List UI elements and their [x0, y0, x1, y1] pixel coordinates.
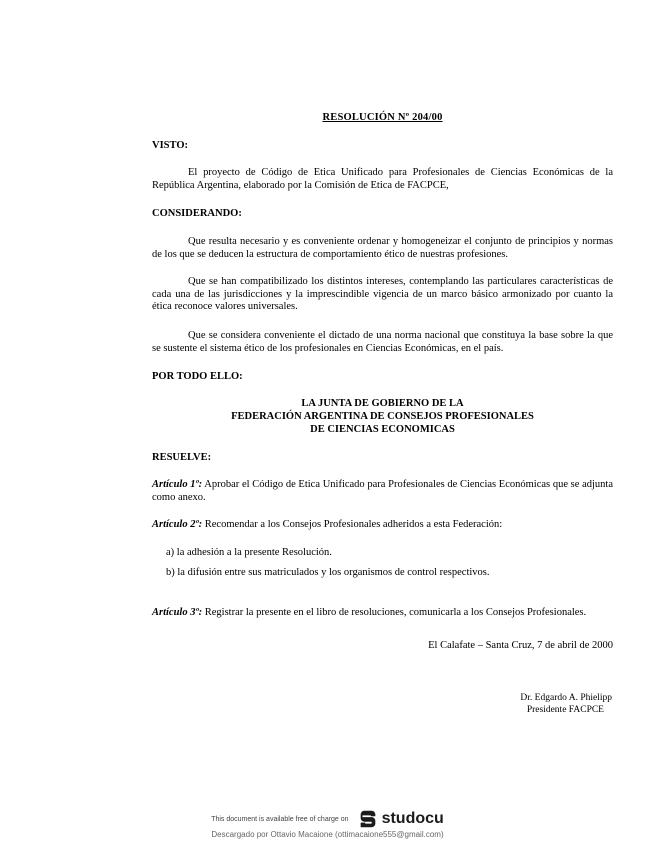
- resolution-title: RESOLUCIÓN Nº 204/00: [322, 112, 443, 123]
- item-a: a) la adhesión a la presente Resolución.: [166, 547, 332, 558]
- resuelve-heading: RESUELVE:: [152, 452, 212, 463]
- junta-line-1: LA JUNTA DE GOBIERNO DE LA: [301, 398, 464, 409]
- studocu-logo[interactable]: [357, 808, 444, 830]
- download-credit: Descargado por Ottavio Macaione (ottimacaione555@gmail.com): [211, 830, 444, 839]
- place-date: El Calafate – Santa Cruz, 7 de abril de 2000: [428, 640, 613, 651]
- por-todo-ello-heading: POR TODO ELLO:: [152, 371, 243, 382]
- studocu-footer: [0, 808, 655, 830]
- signature-role: Presidente FACPCE: [526, 705, 604, 715]
- junta-line-2: FEDERACIÓN ARGENTINA DE CONSEJOS PROFESIONALES: [231, 411, 534, 422]
- considerando-paragraph-3: Que se considera conveniente el dictado de una norma nacional que constituya la base sobre la que se sustente el sistema ético de los profesionales en Ciencias Económicas, en el país.: [152, 330, 613, 354]
- junta-block: [152, 397, 613, 436]
- studocu-brand-text: studocu: [381, 810, 444, 827]
- considerando-heading: CONSIDERANDO:: [152, 208, 242, 219]
- considerando-paragraph-1: Que resulta necesario y es conveniente ordenar y homogeneizar el conjunto de principios y normas de los que se deducen la estructura de comportamiento ético de nuestras profesiones.: [152, 236, 613, 260]
- item-b: b) la difusión entre sus matriculados y los organismos de control respectivos.: [166, 567, 490, 578]
- articulo-1-text: Aprobar el Código de Etica Unificado para Profesionales de Ciencias Económicas que se adjunta como anexo.: [152, 479, 613, 503]
- articulo-1: [152, 479, 613, 504]
- articulo-3: [152, 607, 613, 620]
- articulo-3-label: Artículo 3º:: [152, 607, 203, 618]
- studocu-logo-icon: [357, 808, 379, 830]
- considerando-paragraph-2: Que se han compatibilizado los distintos intereses, contemplando las particulares características de cada una de las jurisdicciones y la imprescindible vigencia de un marco básico armonizado por cuanto la ética reconoce valores universales.: [152, 276, 613, 312]
- junta-line-3: DE CIENCIAS ECONOMICAS: [310, 424, 455, 435]
- articulo-1-label: Artículo 1º:: [152, 479, 203, 490]
- articulo-2-label: Artículo 2º:: [152, 519, 203, 530]
- visto-heading: VISTO:: [152, 140, 188, 151]
- articulo-3-text: Registrar la presente en el libro de resoluciones, comunicarla a los Consejos Profesionales.: [202, 607, 587, 618]
- articulo-2-text: Recomendar a los Consejos Profesionales adheridos a esta Federación:: [202, 519, 503, 530]
- available-text: This document is available free of charge on: [211, 815, 349, 823]
- articulo-2: [152, 519, 613, 532]
- signature-name: Dr. Edgardo A. Phielipp: [520, 693, 612, 703]
- visto-paragraph: El proyecto de Código de Etica Unificado para Profesionales de Ciencias Económicas de la República Argentina, elaborado por la Comisión de Etica de FACPCE,: [152, 167, 613, 191]
